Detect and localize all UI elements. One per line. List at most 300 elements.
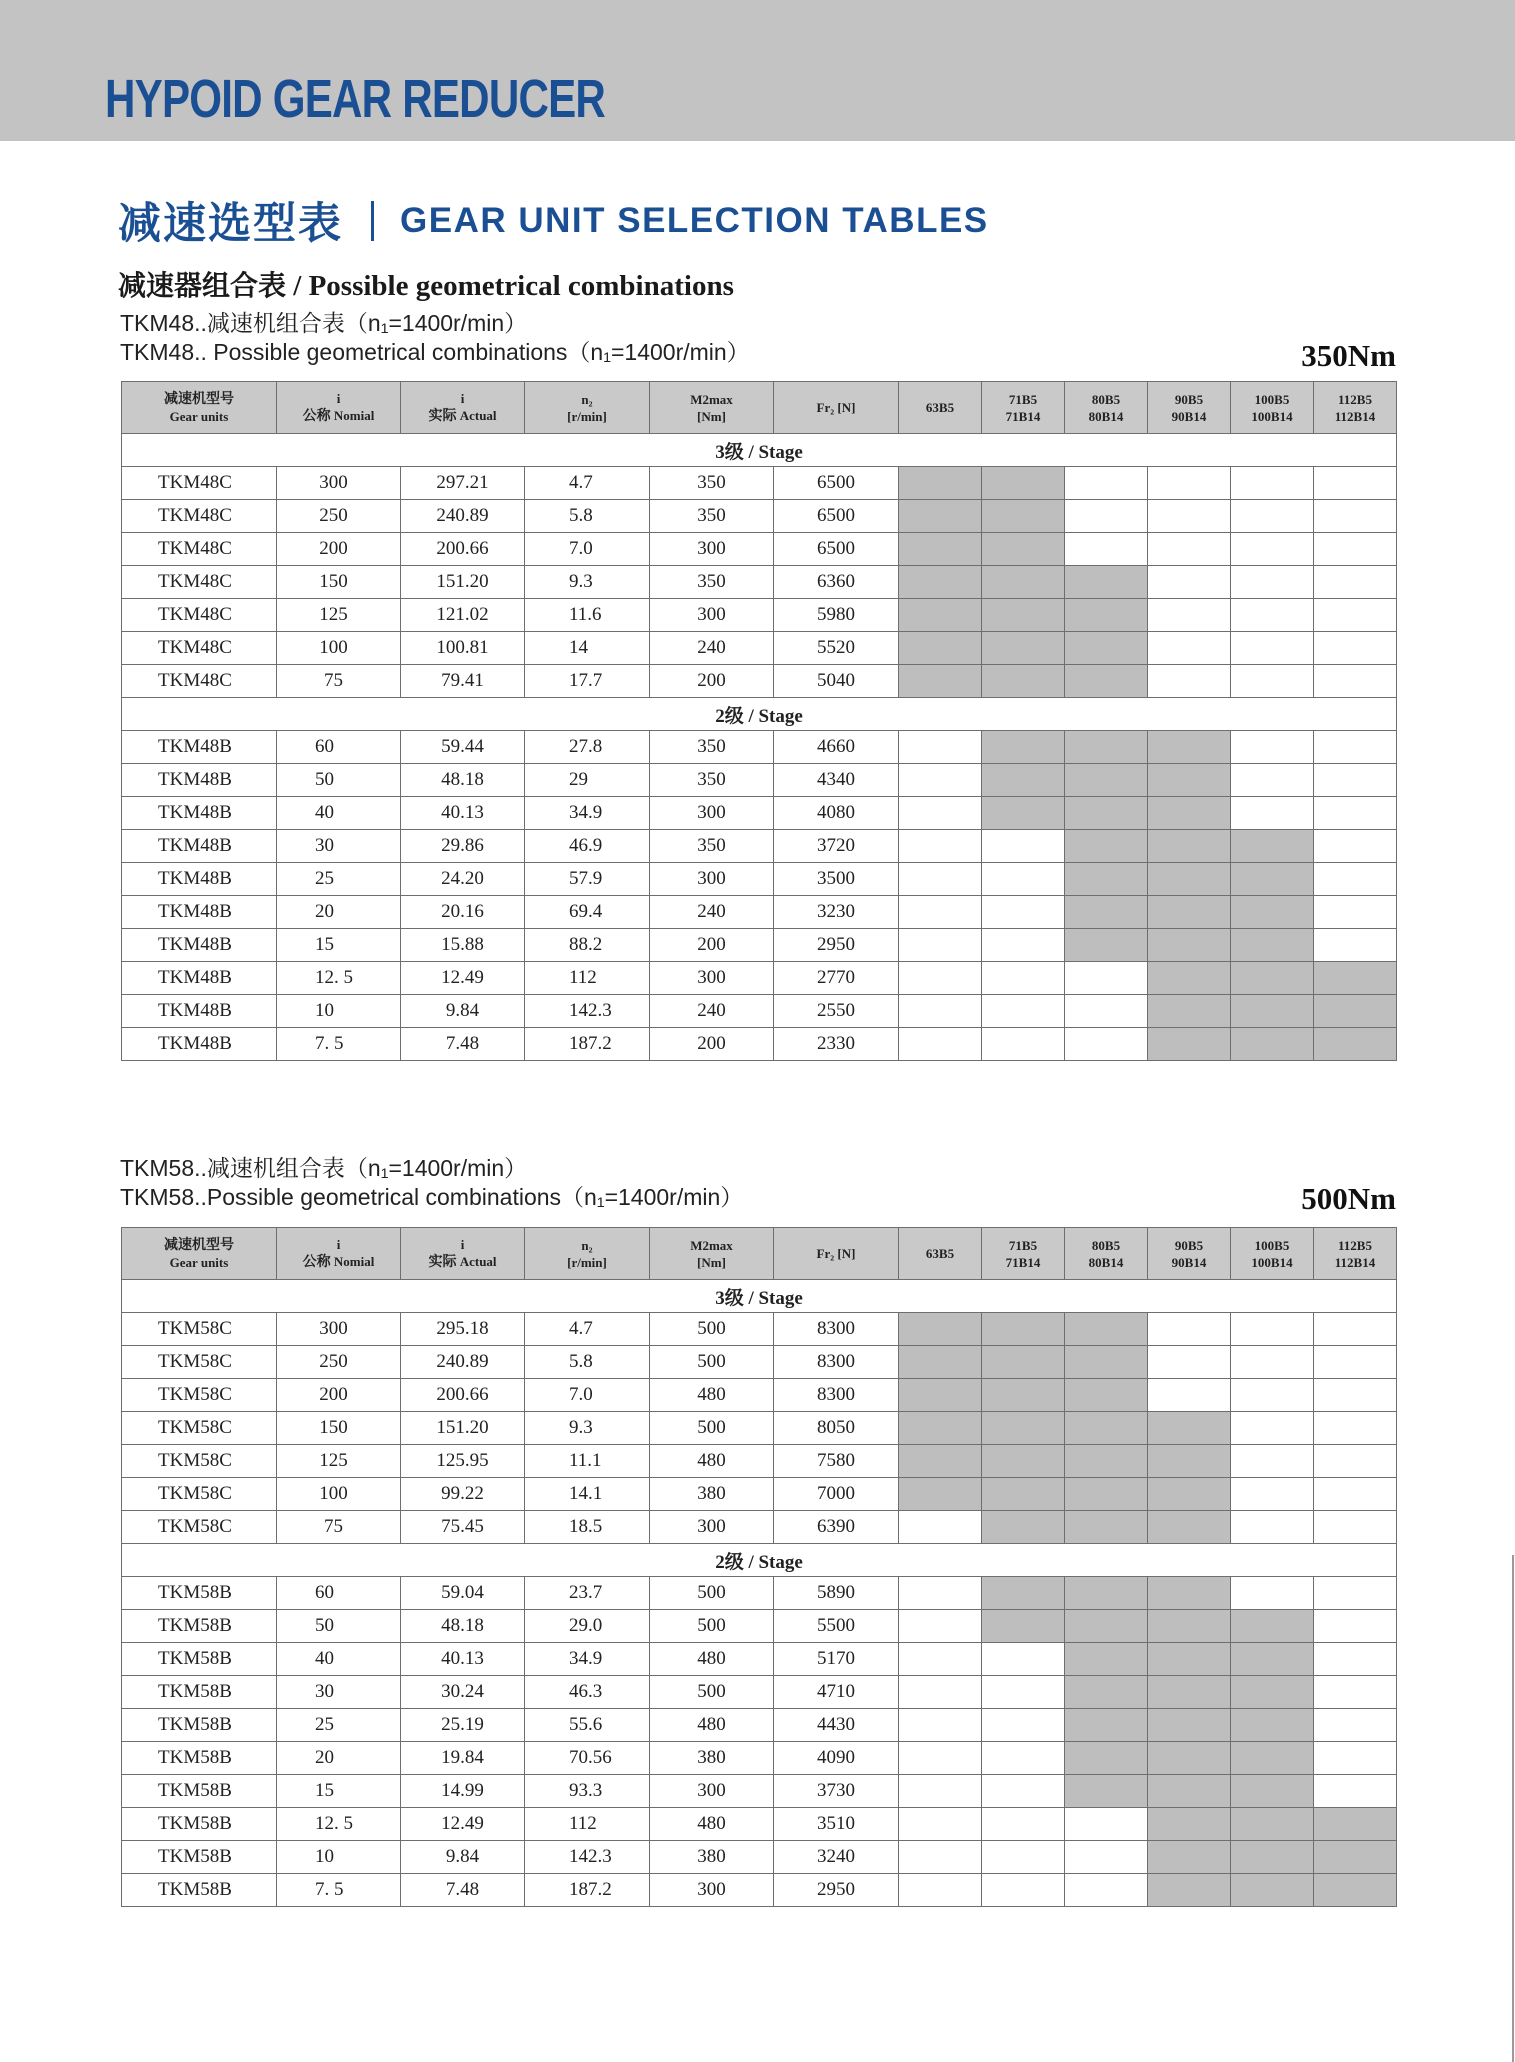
motor-cell-available [982, 500, 1065, 533]
cell-n2: 187.2 [525, 1028, 650, 1061]
cell-fr2: 8300 [774, 1313, 899, 1346]
motor-cell-empty [899, 1643, 982, 1676]
cell-n2: 112 [525, 962, 650, 995]
title-divider [371, 201, 374, 241]
cell-model: TKM48B [122, 995, 277, 1028]
motor-cell-empty [1148, 1346, 1231, 1379]
col-actual-label [401, 1253, 524, 1271]
motor-cell-empty [899, 962, 982, 995]
motor-cell-available [982, 764, 1065, 797]
motor-cell-empty [899, 731, 982, 764]
cell-m2max: 200 [650, 665, 774, 698]
motor-cell-empty [1314, 1643, 1397, 1676]
motor-cell-available [1148, 962, 1231, 995]
motor-cell-empty [1231, 500, 1314, 533]
col-nominal-en: Nomial [330, 1254, 375, 1269]
motor-cell-empty [1231, 731, 1314, 764]
motor-cell-empty [1314, 764, 1397, 797]
motor-cell-empty [1314, 1742, 1397, 1775]
cell-fr2: 2770 [774, 962, 899, 995]
motor-cell-empty [982, 995, 1065, 1028]
cell-actual: 121.02 [401, 599, 525, 632]
motor-cell-empty [899, 1841, 982, 1874]
motor-cell-available [1148, 896, 1231, 929]
cell-fr2: 3240 [774, 1841, 899, 1874]
motor-cell-available [1065, 1445, 1148, 1478]
motor-cell-available [1065, 665, 1148, 698]
col-motor-line: 71B5 [1008, 1237, 1038, 1253]
cell-n2: 57.9 [525, 863, 650, 896]
cell-actual: 40.13 [401, 797, 525, 830]
cell-nominal: 25 [277, 863, 401, 896]
motor-cell-empty [899, 929, 982, 962]
cell-nominal: 200 [277, 1379, 401, 1412]
motor-cell-available [1231, 962, 1314, 995]
cell-fr2: 5040 [774, 665, 899, 698]
motor-cell-empty [1314, 797, 1397, 830]
cell-nominal: 75 [277, 665, 401, 698]
motor-cell-empty [1314, 632, 1397, 665]
cell-nominal: 7. 5 [277, 1028, 401, 1061]
table-row [122, 1610, 1397, 1643]
cell-model: TKM58B [122, 1577, 277, 1610]
cell-nominal: 150 [277, 1412, 401, 1445]
col-gear-units-line2: Gear units [169, 1254, 229, 1270]
table2-torque: 500Nm [1301, 1181, 1396, 1216]
motor-cell-empty [1065, 1808, 1148, 1841]
cell-m2max: 480 [650, 1445, 774, 1478]
motor-cell-available [1065, 1412, 1148, 1445]
cell-model: TKM48B [122, 764, 277, 797]
cell-nominal: 250 [277, 500, 401, 533]
motor-cell-available [982, 731, 1065, 764]
motor-cell-available [1148, 1577, 1231, 1610]
col-motor-line: 112B5 [1338, 1237, 1372, 1253]
cell-n2: 23.7 [525, 1577, 650, 1610]
col-m2max-line2: [Nm] [697, 408, 726, 424]
motor-cell-available [1065, 1610, 1148, 1643]
cell-n2: 55.6 [525, 1709, 650, 1742]
cell-model: TKM58B [122, 1775, 277, 1808]
cell-nominal: 12. 5 [277, 962, 401, 995]
motor-cell-available [1065, 599, 1148, 632]
cell-fr2: 3500 [774, 863, 899, 896]
cell-nominal: 12. 5 [277, 1808, 401, 1841]
motor-cell-available [1065, 632, 1148, 665]
motor-cell-empty [1231, 1346, 1314, 1379]
cell-model: TKM48C [122, 599, 277, 632]
motor-cell-available [982, 599, 1065, 632]
cell-actual: 48.18 [401, 1610, 525, 1643]
cell-m2max: 380 [650, 1478, 774, 1511]
cell-fr2: 8050 [774, 1412, 899, 1445]
cell-n2: 14 [525, 632, 650, 665]
cell-n2: 9.3 [525, 566, 650, 599]
cell-m2max: 300 [650, 1874, 774, 1907]
motor-cell-available [1148, 797, 1231, 830]
cell-n2: 11.1 [525, 1445, 650, 1478]
cell-fr2: 8300 [774, 1379, 899, 1412]
motor-cell-empty [1314, 929, 1397, 962]
table1-caption [120, 309, 750, 367]
col-motor [1231, 382, 1314, 434]
motor-cell-available [1065, 896, 1148, 929]
section-title-zh: 减速选型表 [118, 200, 343, 248]
motor-cell-available [1231, 1742, 1314, 1775]
motor-cell-available [982, 1610, 1065, 1643]
cell-fr2: 4340 [774, 764, 899, 797]
motor-cell-available [1065, 1511, 1148, 1544]
motor-cell-available [1231, 1676, 1314, 1709]
cell-fr2: 2550 [774, 995, 899, 1028]
motor-cell-empty [1314, 1709, 1397, 1742]
motor-cell-empty [1231, 797, 1314, 830]
table-row [122, 1445, 1397, 1478]
cell-fr2: 2330 [774, 1028, 899, 1061]
motor-cell-available [1148, 995, 1231, 1028]
cell-nominal: 125 [277, 599, 401, 632]
cell-m2max: 300 [650, 863, 774, 896]
cell-model: TKM48C [122, 533, 277, 566]
stage-row [122, 1544, 1397, 1577]
cell-model: TKM58B [122, 1676, 277, 1709]
motor-cell-empty [1314, 1346, 1397, 1379]
stage-row [122, 1280, 1397, 1313]
cell-actual: 48.18 [401, 764, 525, 797]
col-motor-line: 80B14 [1088, 408, 1124, 424]
table-row [122, 896, 1397, 929]
col-motor-line: 80B5 [1091, 391, 1121, 407]
stage-label: 3级 / Stage [122, 434, 1397, 467]
selection-table-tkm58 [121, 1227, 1397, 1907]
subtitle [118, 264, 734, 304]
motor-cell-empty [1314, 1412, 1397, 1445]
cell-nominal: 125 [277, 1445, 401, 1478]
motor-cell-available [1148, 731, 1231, 764]
motor-cell-available [899, 1478, 982, 1511]
col-n2 [525, 1228, 650, 1280]
cell-n2: 7.0 [525, 1379, 650, 1412]
cell-fr2: 5500 [774, 1610, 899, 1643]
cell-nominal: 25 [277, 1709, 401, 1742]
motor-cell-available [1148, 1709, 1231, 1742]
cell-actual: 100.81 [401, 632, 525, 665]
motor-cell-available [1231, 1775, 1314, 1808]
col-motor-line: 112B14 [1334, 1254, 1376, 1270]
cell-actual: 7.48 [401, 1874, 525, 1907]
cell-n2: 7.0 [525, 533, 650, 566]
motor-cell-available [1148, 1028, 1231, 1061]
cell-fr2: 5170 [774, 1643, 899, 1676]
cell-fr2: 8300 [774, 1346, 899, 1379]
cell-m2max: 480 [650, 1643, 774, 1676]
cell-m2max: 200 [650, 1028, 774, 1061]
col-motor-line: 71B14 [1005, 1254, 1041, 1270]
table-row [122, 1313, 1397, 1346]
motor-cell-empty [982, 1841, 1065, 1874]
motor-cell-empty [1148, 599, 1231, 632]
cell-m2max: 300 [650, 1511, 774, 1544]
cell-model: TKM48C [122, 632, 277, 665]
section-title-en: GEAR UNIT SELECTION TABLES [400, 200, 989, 240]
motor-cell-available [1065, 1709, 1148, 1742]
motor-cell-empty [982, 1775, 1065, 1808]
motor-cell-empty [1065, 962, 1148, 995]
table-row [122, 830, 1397, 863]
motor-cell-available [1231, 1808, 1314, 1841]
table-row [122, 863, 1397, 896]
motor-cell-available [1231, 995, 1314, 1028]
motor-cell-empty [899, 764, 982, 797]
cell-nominal: 60 [277, 731, 401, 764]
col-motor [899, 382, 982, 434]
motor-cell-empty [982, 962, 1065, 995]
header-row [122, 382, 1397, 434]
motor-cell-available [1065, 1379, 1148, 1412]
cell-n2: 187.2 [525, 1874, 650, 1907]
motor-cell-empty [1231, 1478, 1314, 1511]
table-row [122, 797, 1397, 830]
cell-model: TKM48C [122, 500, 277, 533]
col-gear-units-line1: 减速机型号 [164, 1237, 234, 1253]
cell-m2max: 500 [650, 1577, 774, 1610]
motor-cell-empty [899, 1874, 982, 1907]
motor-cell-empty [1148, 500, 1231, 533]
table1-caption-zh: TKM48..减速机组合表（n₁=1400r/min） [120, 310, 528, 336]
cell-model: TKM48B [122, 896, 277, 929]
col-nominal-sym: i [336, 1237, 341, 1252]
motor-cell-empty [899, 1742, 982, 1775]
motor-cell-available [1314, 1808, 1397, 1841]
motor-cell-available [899, 632, 982, 665]
motor-cell-available [899, 1445, 982, 1478]
cell-fr2: 5890 [774, 1577, 899, 1610]
cell-actual: 24.20 [401, 863, 525, 896]
cell-m2max: 380 [650, 1742, 774, 1775]
table-row [122, 1676, 1397, 1709]
col-motor [1231, 1228, 1314, 1280]
table-row [122, 533, 1397, 566]
cell-actual: 151.20 [401, 1412, 525, 1445]
table-row [122, 731, 1397, 764]
col-nominal-label [277, 1253, 400, 1271]
motor-cell-available [1148, 1412, 1231, 1445]
col-motor-line: 100B5 [1254, 1237, 1290, 1253]
motor-cell-available [982, 1445, 1065, 1478]
motor-cell-available [1314, 1841, 1397, 1874]
motor-cell-empty [1231, 566, 1314, 599]
cell-n2: 46.3 [525, 1676, 650, 1709]
cell-fr2: 3230 [774, 896, 899, 929]
cell-nominal: 30 [277, 1676, 401, 1709]
motor-cell-empty [1231, 1412, 1314, 1445]
cell-m2max: 350 [650, 467, 774, 500]
cell-actual: 19.84 [401, 1742, 525, 1775]
motor-cell-empty [982, 1808, 1065, 1841]
motor-cell-empty [1148, 665, 1231, 698]
col-n2-line1: n₂ [581, 391, 593, 407]
table-row [122, 1412, 1397, 1445]
motor-cell-empty [1065, 1874, 1148, 1907]
cell-m2max: 240 [650, 995, 774, 1028]
motor-cell-empty [1314, 1511, 1397, 1544]
cell-nominal: 7. 5 [277, 1874, 401, 1907]
table-row [122, 599, 1397, 632]
col-motor-line: 63B5 [925, 400, 955, 415]
cell-fr2: 3720 [774, 830, 899, 863]
motor-cell-available [982, 533, 1065, 566]
cell-actual: 240.89 [401, 1346, 525, 1379]
motor-cell-available [899, 533, 982, 566]
motor-cell-available [1231, 1643, 1314, 1676]
cell-actual: 240.89 [401, 500, 525, 533]
motor-cell-empty [1148, 632, 1231, 665]
cell-nominal: 75 [277, 1511, 401, 1544]
cell-m2max: 350 [650, 731, 774, 764]
motor-cell-available [1065, 1577, 1148, 1610]
cell-fr2: 5520 [774, 632, 899, 665]
cell-actual: 9.84 [401, 995, 525, 1028]
motor-cell-empty [1314, 863, 1397, 896]
cell-model: TKM48B [122, 962, 277, 995]
cell-actual: 15.88 [401, 929, 525, 962]
cell-nominal: 40 [277, 1643, 401, 1676]
col-motor [1148, 1228, 1231, 1280]
col-motor [1314, 382, 1397, 434]
table-row [122, 665, 1397, 698]
motor-cell-empty [899, 1676, 982, 1709]
motor-cell-available [1148, 1610, 1231, 1643]
motor-cell-available [899, 1313, 982, 1346]
col-m2max [650, 382, 774, 434]
cell-actual: 29.86 [401, 830, 525, 863]
cell-nominal: 15 [277, 1775, 401, 1808]
cell-fr2: 4090 [774, 1742, 899, 1775]
cell-model: TKM48B [122, 863, 277, 896]
motor-cell-empty [982, 1874, 1065, 1907]
cell-fr2: 2950 [774, 1874, 899, 1907]
col-motor [982, 382, 1065, 434]
motor-cell-available [899, 467, 982, 500]
col-motor-line: 80B5 [1091, 1237, 1121, 1253]
cell-actual: 20.16 [401, 896, 525, 929]
motor-cell-empty [1231, 1577, 1314, 1610]
col-nominal-zh: 公称 [302, 409, 331, 424]
motor-cell-available [1231, 929, 1314, 962]
table2-caption-en: TKM58..Possible geometrical combinations（n₁=1400r/min） [120, 1184, 744, 1210]
cell-nominal: 60 [277, 1577, 401, 1610]
cell-model: TKM58C [122, 1445, 277, 1478]
col-actual-label [401, 407, 524, 425]
motor-cell-empty [1314, 731, 1397, 764]
col-nominal-zh: 公称 [302, 1255, 331, 1270]
motor-cell-available [1065, 1478, 1148, 1511]
motor-cell-available [899, 1346, 982, 1379]
motor-cell-available [1148, 1676, 1231, 1709]
cell-actual: 79.41 [401, 665, 525, 698]
motor-cell-empty [1231, 632, 1314, 665]
cell-n2: 34.9 [525, 1643, 650, 1676]
table-row [122, 1577, 1397, 1610]
table-row [122, 1478, 1397, 1511]
col-motor-line: 90B5 [1174, 1237, 1204, 1253]
motor-cell-available [1065, 731, 1148, 764]
cell-m2max: 300 [650, 797, 774, 830]
stage-row [122, 434, 1397, 467]
banner-title: HYPOID GEAR REDUCER [105, 69, 606, 129]
col-motor-line: 90B5 [1174, 391, 1204, 407]
cell-model: TKM48B [122, 1028, 277, 1061]
cell-actual: 12.49 [401, 962, 525, 995]
col-nominal-en: Nomial [330, 408, 375, 423]
motor-cell-available [1065, 1676, 1148, 1709]
table-row [122, 1643, 1397, 1676]
motor-cell-empty [1314, 1610, 1397, 1643]
table-row [122, 1874, 1397, 1907]
table-row [122, 1379, 1397, 1412]
table-row [122, 1709, 1397, 1742]
cell-fr2: 4080 [774, 797, 899, 830]
stage-label: 2级 / Stage [122, 698, 1397, 731]
cell-nominal: 20 [277, 1742, 401, 1775]
cell-fr2: 2950 [774, 929, 899, 962]
cell-nominal: 10 [277, 995, 401, 1028]
cell-n2: 5.8 [525, 1346, 650, 1379]
cell-nominal: 10 [277, 1841, 401, 1874]
motor-cell-empty [1065, 995, 1148, 1028]
subtitle-en: / Possible geometrical combinations [286, 270, 734, 302]
col-motor-line: 100B14 [1251, 1254, 1293, 1270]
col-motor [1065, 382, 1148, 434]
col-motor-line: 112B14 [1334, 408, 1376, 424]
motor-cell-empty [899, 995, 982, 1028]
cell-nominal: 150 [277, 566, 401, 599]
stage-label: 3级 / Stage [122, 1280, 1397, 1313]
motor-cell-empty [899, 1808, 982, 1841]
motor-cell-available [1231, 896, 1314, 929]
cell-nominal: 200 [277, 533, 401, 566]
motor-cell-available [982, 1577, 1065, 1610]
motor-cell-empty [1148, 566, 1231, 599]
cell-model: TKM48C [122, 566, 277, 599]
table-row [122, 1346, 1397, 1379]
motor-cell-empty [982, 863, 1065, 896]
cell-m2max: 350 [650, 566, 774, 599]
motor-cell-empty [982, 830, 1065, 863]
motor-cell-available [1231, 1610, 1314, 1643]
table1-caption-en: TKM48.. Possible geometrical combinations（n₁=1400r/min） [120, 339, 750, 365]
page-edge-line [1512, 1555, 1514, 2062]
cell-model: TKM58C [122, 1346, 277, 1379]
cell-fr2: 6500 [774, 467, 899, 500]
motor-cell-empty [982, 1676, 1065, 1709]
stage-row [122, 698, 1397, 731]
cell-actual: 59.04 [401, 1577, 525, 1610]
cell-model: TKM58B [122, 1874, 277, 1907]
motor-cell-empty [982, 1709, 1065, 1742]
motor-cell-available [1148, 1478, 1231, 1511]
motor-cell-available [982, 665, 1065, 698]
cell-fr2: 7580 [774, 1445, 899, 1478]
motor-cell-empty [982, 929, 1065, 962]
cell-n2: 34.9 [525, 797, 650, 830]
motor-cell-available [899, 665, 982, 698]
col-motor-line: 80B14 [1088, 1254, 1124, 1270]
cell-n2: 93.3 [525, 1775, 650, 1808]
cell-actual: 40.13 [401, 1643, 525, 1676]
motor-cell-available [982, 1511, 1065, 1544]
cell-m2max: 380 [650, 1841, 774, 1874]
